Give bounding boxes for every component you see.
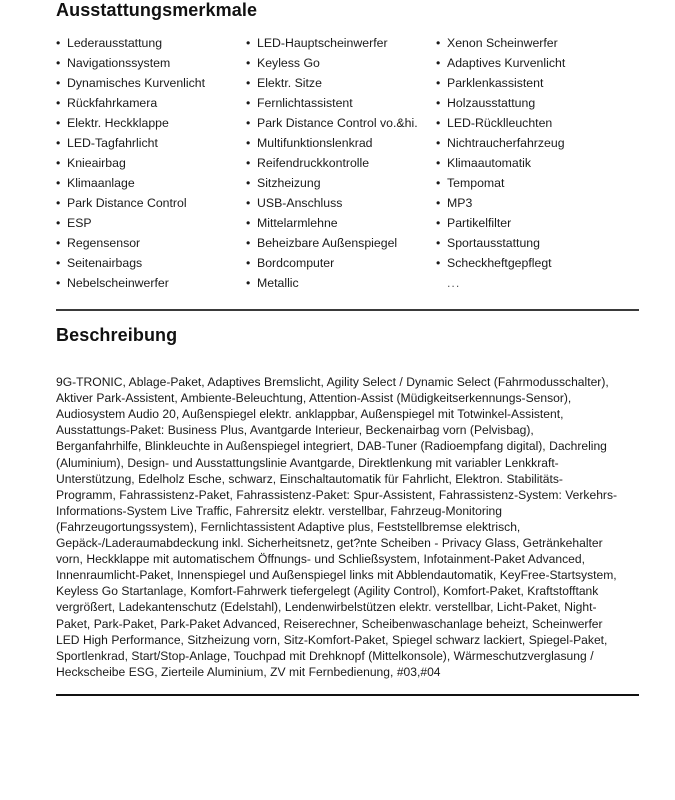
feature-item	[436, 133, 636, 153]
bullet-icon: •	[246, 56, 251, 70]
feature-item-label: Bordcomputer	[257, 256, 335, 270]
bullet-icon: •	[436, 36, 441, 50]
feature-item-label: Elektr. Sitze	[257, 76, 322, 90]
feature-item-label: Park Distance Control vo.&hi.	[257, 116, 418, 130]
feature-item-label: Beheizbare Außenspiegel	[257, 236, 398, 250]
bullet-icon: •	[56, 176, 61, 190]
feature-item	[56, 53, 246, 73]
feature-item-label: Xenon Scheinwerfer	[447, 36, 558, 50]
bullet-icon: •	[246, 276, 251, 290]
feature-item	[56, 193, 246, 213]
feature-item	[246, 133, 436, 153]
feature-item-label: Multifunktionslenkrad	[257, 136, 373, 150]
feature-item-label: Seitenairbags	[67, 256, 143, 270]
bullet-icon: •	[436, 96, 441, 110]
feature-item	[246, 233, 436, 253]
bullet-icon: •	[246, 156, 251, 170]
description-heading-wrap	[36, 311, 639, 346]
feature-item	[246, 173, 436, 193]
features-columns	[36, 21, 639, 293]
feature-item	[246, 33, 436, 53]
feature-item	[56, 153, 246, 173]
bullet-icon: •	[246, 136, 251, 150]
feature-item-label: Mittelarmlehne	[257, 216, 338, 230]
feature-item-label: MP3	[447, 196, 473, 210]
feature-item-label: Parklenkassistent	[447, 76, 544, 90]
feature-item	[246, 213, 436, 233]
bullet-icon: •	[246, 216, 251, 230]
bullet-icon: •	[246, 176, 251, 190]
feature-item	[246, 93, 436, 113]
bullet-icon: •	[436, 136, 441, 150]
bullet-icon: •	[436, 256, 441, 270]
feature-item	[246, 113, 436, 133]
bullet-icon: •	[246, 236, 251, 250]
feature-item	[56, 113, 246, 133]
bullet-icon: •	[56, 196, 61, 210]
feature-item-label: Fernlichtassistent	[257, 96, 353, 110]
features-section-title: Ausstattungsmerkmale	[56, 0, 258, 20]
feature-item	[56, 93, 246, 113]
section-divider-bottom	[56, 694, 639, 696]
feature-item-label: Park Distance Control	[67, 196, 187, 210]
feature-item	[56, 213, 246, 233]
features-column-3	[436, 33, 636, 293]
feature-item-label: Sportausstattung	[447, 236, 540, 250]
bullet-icon: •	[56, 96, 61, 110]
feature-item-label: USB-Anschluss	[257, 196, 343, 210]
feature-item	[246, 53, 436, 73]
feature-item-label: Rückfahrkamera	[67, 96, 158, 110]
feature-item-label: Nebelscheinwerfer	[67, 276, 169, 290]
feature-item	[436, 213, 636, 233]
feature-item	[436, 113, 636, 133]
feature-item	[56, 233, 246, 253]
bullet-icon: •	[436, 116, 441, 130]
description-section	[36, 309, 639, 696]
bullet-icon: •	[436, 216, 441, 230]
features-section	[36, 0, 639, 293]
bullet-icon: •	[56, 36, 61, 50]
bullet-icon: •	[56, 276, 61, 290]
bullet-icon: •	[436, 156, 441, 170]
feature-item	[246, 253, 436, 273]
feature-item-label: LED-Tagfahrlicht	[67, 136, 158, 150]
bullet-icon: •	[436, 56, 441, 70]
feature-item	[436, 33, 636, 53]
feature-item-label: Keyless Go	[257, 56, 320, 70]
bullet-icon: •	[436, 236, 441, 250]
feature-item-label: Metallic	[257, 276, 299, 290]
feature-item-label: Lederausstattung	[67, 36, 163, 50]
feature-item	[56, 273, 246, 293]
bullet-icon: •	[56, 56, 61, 70]
feature-item	[436, 53, 636, 73]
feature-item	[56, 33, 246, 53]
feature-item-label: Sitzheizung	[257, 176, 321, 190]
feature-item	[246, 153, 436, 173]
bullet-icon: •	[56, 136, 61, 150]
bullet-icon: •	[56, 216, 61, 230]
feature-item	[246, 193, 436, 213]
feature-item-label: Knieairbag	[67, 156, 126, 170]
bullet-icon: •	[436, 76, 441, 90]
bullet-icon: •	[56, 76, 61, 90]
feature-item	[436, 193, 636, 213]
feature-item-label: Klimaanlage	[67, 176, 135, 190]
feature-item	[436, 93, 636, 113]
feature-item-label: Regensensor	[67, 236, 141, 250]
feature-item-label: Tempomat	[447, 176, 505, 190]
feature-item	[436, 73, 636, 93]
bullet-icon: •	[246, 256, 251, 270]
feature-item-label: Nichtraucherfahrzeug	[447, 136, 565, 150]
feature-item-label: Holzausstattung	[447, 96, 536, 110]
bullet-icon: •	[56, 236, 61, 250]
feature-item-label: Partikelfilter	[447, 216, 512, 230]
bullet-icon: •	[246, 76, 251, 90]
feature-item-label: Reifendruckkontrolle	[257, 156, 370, 170]
bullet-icon: •	[246, 36, 251, 50]
feature-item	[56, 253, 246, 273]
bullet-icon: •	[246, 116, 251, 130]
feature-item-label: ESP	[67, 216, 92, 230]
feature-item-label: LED-Hauptscheinwerfer	[257, 36, 388, 50]
feature-item	[436, 173, 636, 193]
bullet-icon: •	[436, 196, 441, 210]
bullet-icon: •	[246, 96, 251, 110]
features-column-2	[246, 33, 436, 293]
feature-item	[436, 233, 636, 253]
description-section-title: Beschreibung	[56, 325, 178, 345]
feature-item-label: Elektr. Heckklappe	[67, 116, 169, 130]
feature-item-label: LED-Rücklleuchten	[447, 116, 553, 130]
description-text: 9G-TRONIC, Ablage-Paket, Adaptives Bremslicht, Agility Select / Dynamic Select (Fahrmodusschalter), Aktiver Park-Assistent, Ambiente-Beleuchtung, Attention-Assist (Müdigkeitserkennungs-Sensor), Audiosystem Audio 20, Außenspiegel elektr. anklappbar, Außenspiegel mit Totwinkel-Assistent, Ausstattungs-Paket: Business Plus, Avantgarde Interieur, Beckenairbag vorn (Pelvisbag), Berganfahrhilfe, Blinkleuchte in Außenspiegel integriert, DAB-Tuner (Radioempfang digital), Dachreling (Aluminium), Design- und Ausstattungslinie Avantgarde, Direktlenkung mit variabler Lenkkraft-Unterstützung, Edelholz Esche, schwarz, Einschaltautomatik für Fahrlicht, Elektron. Stabilitäts-Programm, Fahrassistenz-Paket, Fahrassistenz-Paket: Spur-Assistent, Fahrassistenz-System: Verkehrs-Informations-System Live Traffic, Fahrersitz elektr. verstellbar, Fahrzeug-Monitoring (Fahrzeugortungssystem), Fernlichtassistent Adaptive plus, Feststellbremse elektrisch, Gepäck-/Laderaumabdeckung inkl. Sicherheitsnetz, get?nte Scheiben - Privacy Glass, Getränkehalter vorn, Heckklappe mit automatischem Öffnungs- und Schließsystem, Infotainment-Paket Advanced, Innenraumlicht-Paket, Innenspiegel und Außenspiegel links mit Abblendautomatik, KeyFree-Startsystem, Keyless Go Startanlage, Komfort-Fahrwerk tiefergelegt (Agility Control), Komfort-Paket, Kraftstofftank vergrößert, Ladekantenschutz (Edelstahl), Lendenwirbelstützen elektr. verstellbar, Licht-Paket, Night-Paket, Park-Paket, Park-Paket Advanced, Reiserechner, Scheibenwaschanlage beheizt, Scheinwerfer LED High Performance, Sitzheizung vorn, Sitz-Komfort-Paket, Spiegel schwarz lackiert, Spiegel-Paket, Sportlenkrad, Start/Stop-Anlage, Touchpad mit Drehknopf (Mittelkonsole), Wärmeschutzverglasung / Heckscheibe ESG, Zierteile Aluminium, ZV mit Fernbedienung, #03,#04	[56, 375, 618, 679]
feature-item	[56, 173, 246, 193]
bottom-divider-wrap	[36, 694, 639, 696]
feature-item	[56, 133, 246, 153]
feature-item	[246, 273, 436, 293]
features-column-1	[56, 33, 246, 293]
feature-item	[56, 73, 246, 93]
feature-item-label: Navigationssystem	[67, 56, 171, 70]
feature-list-more-indicator: ...	[447, 276, 461, 290]
feature-item	[246, 73, 436, 93]
feature-item-label: Klimaautomatik	[447, 156, 532, 170]
bullet-icon: •	[246, 196, 251, 210]
bullet-icon: •	[56, 156, 61, 170]
feature-item-label: Adaptives Kurvenlicht	[447, 56, 566, 70]
feature-item	[436, 253, 636, 273]
feature-item-label: Scheckheftgepflegt	[447, 256, 552, 270]
feature-item	[436, 153, 636, 173]
bullet-icon: •	[56, 116, 61, 130]
feature-item-label: Dynamisches Kurvenlicht	[67, 76, 206, 90]
bullet-icon: •	[56, 256, 61, 270]
bullet-icon: •	[436, 176, 441, 190]
